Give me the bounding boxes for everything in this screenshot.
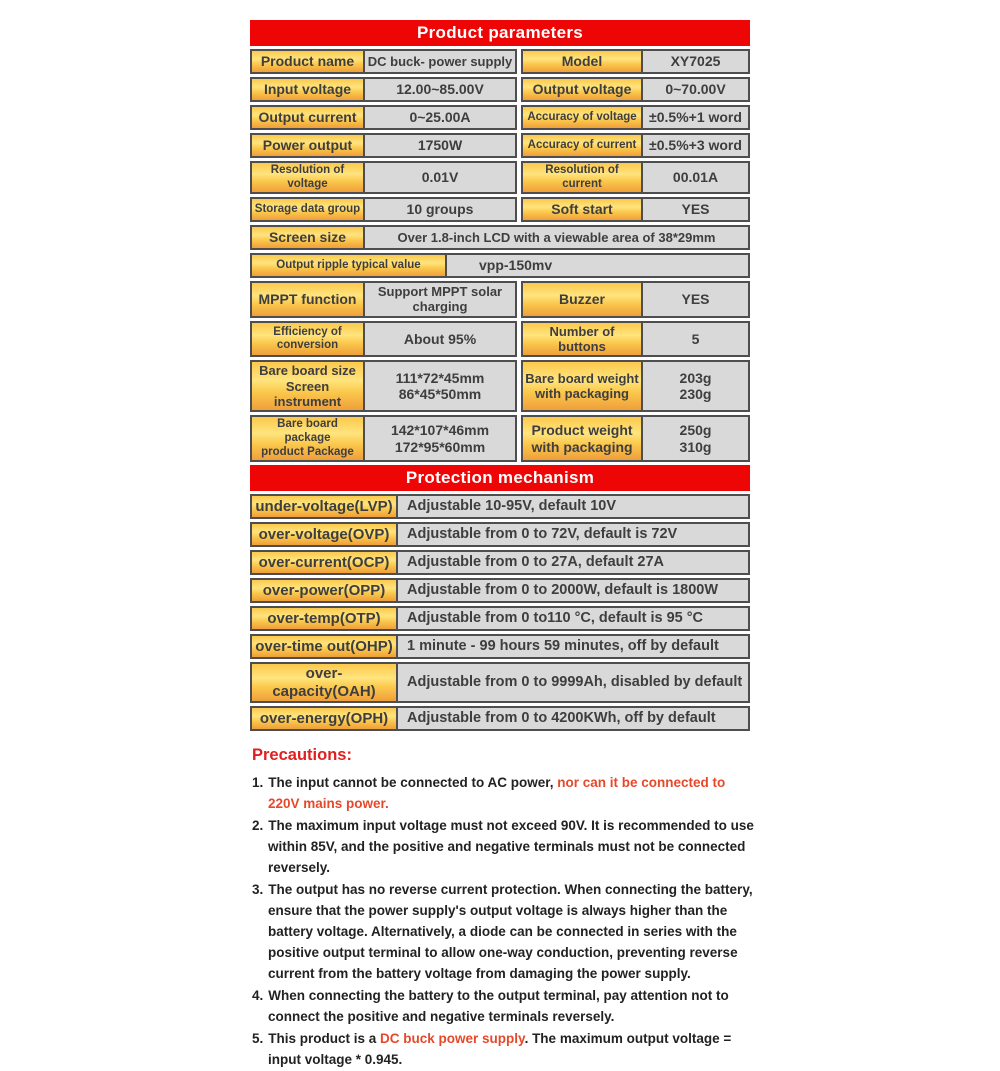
protection-value: 1 minute - 99 hours 59 minutes, off by default	[396, 634, 750, 659]
protection-label: over-energy(OPH)	[250, 706, 398, 731]
item-text: . The maximum output voltage = input voltage * 0.945.	[268, 1031, 732, 1068]
cell-line: 5	[691, 330, 700, 347]
protection-value: Adjustable from 0 to 4200KWh, off by default	[396, 706, 750, 731]
param-value	[363, 360, 517, 412]
protection-mechanism-header: Protection mechanism	[250, 465, 750, 491]
precautions-title: Precautions:	[252, 746, 352, 765]
cell-line: 10 groups	[406, 201, 474, 218]
param-value	[363, 281, 517, 318]
param-label	[521, 49, 643, 74]
cell-line: Resolution of voltage	[270, 164, 345, 190]
table-row	[250, 253, 750, 278]
table-row	[250, 133, 750, 158]
cell-line: Screen instrument	[273, 378, 342, 410]
cell-line: 172*95*60mm	[394, 438, 486, 455]
param-value	[363, 225, 750, 250]
cell-line: Number of buttons	[549, 323, 615, 355]
param-label	[521, 105, 643, 130]
param-label	[521, 77, 643, 102]
table-row	[250, 706, 750, 731]
cell-line: 142*107*46mm	[390, 422, 490, 439]
cell-line: About 95%	[403, 330, 477, 347]
param-value	[363, 197, 517, 222]
product-parameters-header: Product parameters	[250, 20, 750, 46]
cell-line: Product name	[260, 53, 355, 70]
param-label	[250, 197, 365, 222]
param-value	[363, 105, 517, 130]
precaution-item	[252, 1028, 760, 1070]
param-value	[641, 133, 750, 158]
table-row	[250, 321, 750, 358]
cell-line: Bare board size	[259, 363, 356, 379]
protection-label: over-voltage(OVP)	[250, 522, 398, 547]
precaution-item	[252, 815, 760, 878]
table-row	[250, 550, 750, 575]
precautions-list	[252, 772, 760, 1070]
protection-mechanism-table	[250, 494, 750, 731]
param-label	[521, 281, 643, 318]
param-value	[641, 321, 750, 358]
param-label	[250, 225, 365, 250]
param-value	[641, 49, 750, 74]
cell-line: Bare board package	[277, 418, 338, 444]
param-label	[250, 105, 365, 130]
spec-sheet	[250, 20, 754, 1071]
cell-line: Input voltage	[263, 81, 352, 98]
cell-line: 0~70.00V	[665, 81, 726, 98]
param-value	[641, 360, 750, 412]
protection-value: Adjustable 10-95V, default 10V	[396, 494, 750, 519]
cell-line: with packaging	[535, 386, 629, 402]
precautions-section	[250, 746, 760, 1070]
cell-line: 12.00~85.00V	[396, 81, 484, 98]
item-number: 4.	[252, 988, 264, 1004]
param-label	[250, 161, 365, 194]
protection-value: Adjustable from 0 to 72V, default is 72V	[396, 522, 750, 547]
cell-line: with packaging	[531, 438, 633, 455]
cell-line: Product weight	[531, 422, 633, 439]
cell-line: Soft start	[551, 201, 613, 218]
protection-label: over-time out(OHP)	[250, 634, 398, 659]
cell-line: 86*45*50mm	[398, 386, 482, 403]
item-number: 2.	[252, 818, 264, 834]
item-number: 5.	[252, 1031, 264, 1047]
param-value	[363, 321, 517, 358]
param-value	[363, 133, 517, 158]
protection-label: under-voltage(LVP)	[250, 494, 398, 519]
param-label	[521, 415, 643, 462]
cell-line: DC buck- power supply	[367, 53, 513, 69]
cell-line: Output current	[258, 109, 357, 126]
param-label	[521, 161, 643, 194]
item-text: The maximum input voltage must not exceed 90V. It is recommended to use within 85V, and the positive and negative terminals must not be connected reversely.	[268, 818, 754, 876]
cell-line: Accuracy of current	[527, 138, 637, 151]
protection-label: over-current(OCP)	[250, 550, 398, 575]
table-row	[250, 49, 750, 74]
item-text: This product is a	[268, 1031, 381, 1047]
protection-value: Adjustable from 0 to110 °C, default is 95 °C	[396, 606, 750, 631]
cell-line: Model	[561, 53, 603, 70]
cell-line: YES	[681, 291, 710, 308]
cell-line: Storage data group	[254, 202, 361, 215]
param-value	[641, 161, 750, 194]
cell-line: 1750W	[417, 137, 463, 154]
item-number: 1.	[252, 775, 264, 791]
param-value	[445, 253, 750, 278]
table-row	[250, 161, 750, 194]
item-text: The input cannot be connected to AC power,	[268, 775, 558, 791]
cell-line: MPPT function	[258, 291, 357, 308]
table-row	[250, 578, 750, 603]
param-value	[641, 105, 750, 130]
protection-value: Adjustable from 0 to 27A, default 27A	[396, 550, 750, 575]
param-value	[641, 281, 750, 318]
cell-line: Buzzer	[559, 291, 605, 308]
item-text: The output has no reverse current protection. When connecting the battery, ensure that the power supply's output voltage is always higher than the battery voltage. Alternatively, a diode can be connected in series with the positive output terminal to allow one-way conduction, preventing reverse current from the battery voltage from damaging the power supply.	[268, 882, 753, 982]
param-value	[641, 77, 750, 102]
cell-line: XY7025	[670, 53, 721, 70]
param-label	[250, 321, 365, 358]
cell-line: Efficiency of conversion	[273, 325, 342, 352]
warning-text: DC buck power supply	[380, 1031, 525, 1047]
precaution-item	[252, 985, 760, 1027]
protection-value: Adjustable from 0 to 2000W, default is 1800W	[396, 578, 750, 603]
cell-line: 230g	[679, 386, 712, 403]
cell-line: ±0.5%+3 word	[649, 137, 742, 154]
param-label	[250, 77, 365, 102]
table-row	[250, 197, 750, 222]
table-row	[250, 662, 750, 703]
cell-line: Output voltage	[532, 81, 632, 98]
cell-line: product Package	[261, 445, 354, 458]
param-label	[250, 133, 365, 158]
table-row	[250, 105, 750, 130]
protection-label: over-capacity(OAH)	[250, 662, 398, 703]
protection-value: Adjustable from 0 to 9999Ah, disabled by default	[396, 662, 750, 703]
cell-line: 203g	[679, 369, 712, 386]
cell-line: 0~25.00A	[409, 109, 471, 126]
param-value	[363, 49, 517, 74]
cell-line: Screen size	[268, 229, 347, 246]
cell-line: 111*72*45mm	[395, 369, 485, 386]
cell-line: 0.01V	[421, 169, 459, 186]
table-row	[250, 77, 750, 102]
table-row	[250, 494, 750, 519]
table-row	[250, 522, 750, 547]
cell-line: ±0.5%+1 word	[649, 109, 742, 126]
param-label	[250, 360, 365, 412]
param-label	[250, 253, 447, 278]
table-row	[250, 225, 750, 250]
table-row	[250, 415, 750, 462]
cell-line: YES	[681, 201, 710, 218]
table-row	[250, 634, 750, 659]
cell-line: 250g	[679, 422, 712, 439]
param-label	[250, 281, 365, 318]
table-row	[250, 281, 750, 318]
protection-label: over-power(OPP)	[250, 578, 398, 603]
cell-line: Over 1.8-inch LCD with a viewable area of 38*29mm	[397, 229, 716, 245]
param-value	[363, 415, 517, 462]
cell-line: vpp-150mv	[479, 257, 553, 274]
cell-line: 00.01A	[672, 169, 719, 186]
cell-line: Accuracy of voltage	[527, 110, 637, 123]
param-value	[641, 197, 750, 222]
param-label	[521, 197, 643, 222]
cell-line: Output ripple typical value	[276, 258, 421, 271]
param-value	[363, 77, 517, 102]
param-value	[641, 415, 750, 462]
item-number: 3.	[252, 882, 264, 898]
param-label	[250, 415, 365, 462]
param-value	[363, 161, 517, 194]
cell-line: Bare board weight	[525, 371, 639, 387]
cell-line: Power output	[262, 137, 353, 154]
table-row	[250, 606, 750, 631]
table-row	[250, 360, 750, 412]
param-label	[521, 321, 643, 358]
product-parameters-table	[250, 49, 750, 462]
precaution-item	[252, 879, 760, 984]
param-label	[250, 49, 365, 74]
warning-text: nor can it be connected to 220V mains power.	[268, 775, 726, 812]
param-label	[521, 360, 643, 412]
item-text: When connecting the battery to the output terminal, pay attention not to connect the positive and negative terminals reversely.	[268, 988, 729, 1025]
cell-line: 310g	[679, 438, 712, 455]
cell-line: Resolution of current	[545, 164, 619, 190]
param-label	[521, 133, 643, 158]
cell-line: Support MPPT solar charging	[377, 284, 503, 315]
precaution-item	[252, 772, 760, 814]
protection-label: over-temp(OTP)	[250, 606, 398, 631]
